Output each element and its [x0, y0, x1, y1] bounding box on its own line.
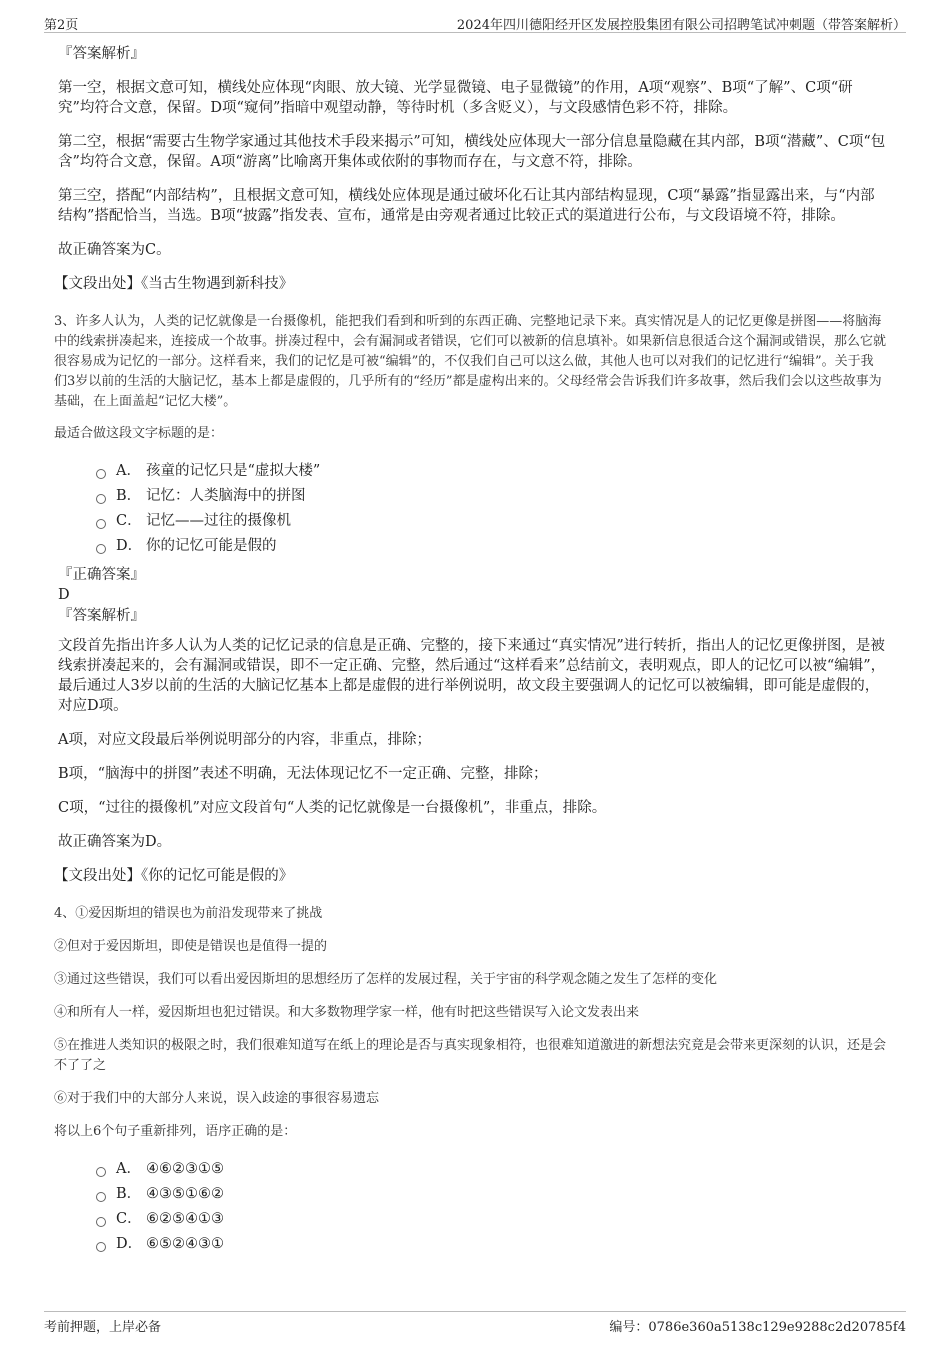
question-4-sentence: ⑤在推进人类知识的极限之时，我们很难知道写在纸上的理论是否与真实现象相符，也很难知道激进的新想法究竟是会带来更深刻的认识，还是会不了了之	[54, 1038, 887, 1073]
analysis-paragraph: 第一空，根据文意可知，横线处应体现“肉眼、放大镜、光学显微镜、电子显微镜”的作用，A项“观察”、B项“了解”、C项“研究”均符合文意，保留。D项“窥伺”指暗中观望动静，等待时机（多含贬义），与文段感情色彩不符，排除。	[58, 80, 853, 116]
analysis-label: 『答案解析』	[58, 608, 145, 624]
page-footer	[44, 1311, 906, 1334]
analysis-paragraph: C项，“过往的摄像机”对应文段首句“人类的记忆就像是一台摄像机”，非重点，排除。	[58, 800, 607, 816]
source-citation: 【文段出处】《你的记忆可能是假的》	[54, 868, 294, 884]
option-c[interactable]: C． ⑥②⑤④①③	[96, 1206, 886, 1231]
analysis-paragraph: B项，“脑海中的拼图”表述不明确，无法体现记忆不一定正确、完整，排除；	[58, 766, 548, 782]
question-3-prompt: 最适合做这段文字标题的是：	[54, 426, 224, 441]
option-text: 孩童的记忆只是“虚拟大楼”	[146, 462, 321, 479]
option-text: 你的记忆可能是假的	[146, 537, 277, 554]
option-a[interactable]: A． 孩童的记忆只是“虚拟大楼”	[96, 458, 886, 483]
source-citation: 【文段出处】《当古生物遇到新科技》	[54, 276, 294, 292]
analysis-paragraph: 第三空，搭配“内部结构”，且根据文意可知，横线处应体现是通过破坏化石让其内部结构显现，C项“暴露”指显露出来，与“内部结构”搭配恰当，当选。B项“披露”指发表、宣布，通常是由旁观者通过比较正式的渠道进行公布，与文段语境不符，排除。	[58, 188, 875, 224]
correct-answer-label: 『正确答案』	[58, 567, 145, 583]
question-3-options	[96, 458, 886, 558]
option-d[interactable]: D． 你的记忆可能是假的	[96, 533, 886, 558]
radio-icon[interactable]	[96, 469, 106, 479]
option-text: 记忆：人类脑海中的拼图	[146, 487, 306, 504]
analysis-paragraph: 故正确答案为D。	[58, 834, 172, 850]
analysis-label: 『答案解析』	[58, 46, 145, 62]
radio-icon[interactable]	[96, 1242, 106, 1252]
page-number: 第2页	[44, 18, 79, 33]
document-title: 2024年四川德阳经开区发展控股集团有限公司招聘笔试冲刺题（带答案解析）	[456, 18, 906, 33]
option-b[interactable]: B． 记忆：人类脑海中的拼图	[96, 483, 886, 508]
analysis-paragraph: 文段首先指出许多人认为人类的记忆记录的信息是正确、完整的，接下来通过“真实情况”进行转折，指出人的记忆更像拼图，是被线索拼凑起来的，会有漏洞或错误，即不一定正确、完整，然后通过“这样看来”总结前文，表明观点，即人的记忆可以被“编辑”，最后通过人3岁以前的生活的大脑记忆基本上都是虚假的进行举例说明，故文段主要强调人的记忆可以被编辑，即可能是虚假的，对应D项。	[58, 638, 886, 714]
option-a[interactable]: A． ④⑥②③①⑤	[96, 1156, 886, 1181]
question-3-text: 3、许多人认为，人类的记忆就像是一台摄像机，能把我们看到和听到的东西正确、完整地记录下来。真实情况是人的记忆更像是拼图——将脑海中的线索拼凑起来，连接成一个故事。拼凑过程中，会有漏洞或者错误，它们可以被新的信息填补。如果新信息很适合这个漏洞或错误，那么它就很容易成为记忆的一部分。这样看来，我们的记忆是可被“编辑”的，不仅我们自己可以这么做，其他人也可以对我们的记忆进行“编辑”。关于我们3岁以前的生活的大脑记忆，基本上都是虚假的，几乎所有的“经历”都是虚构出来的。父母经常会告诉我们许多故事，然后我们会以这些故事为基础，在上面盖起“记忆大楼”。	[54, 314, 887, 409]
question-4-sentence: ④和所有人一样，爱因斯坦也犯过错误。和大多数物理学家一样，他有时把这些错误写入论文发表出来	[54, 1005, 640, 1020]
analysis-paragraph: 第二空，根据“需要古生物学家通过其他技术手段来揭示”可知，横线处应体现大一部分信息量隐藏在其内部，B项“潜藏”、C项“包含”均符合文意，保留。A项“游离”比喻离开集体或依附的事物而存在，与文意不符，排除。	[58, 134, 886, 170]
radio-icon[interactable]	[96, 1217, 106, 1227]
option-text: ⑥②⑤④①③	[146, 1210, 224, 1227]
question-4-sentence: ③通过这些错误，我们可以看出爱因斯坦的思想经历了怎样的发展过程，关于宇宙的科学观念随之发生了怎样的变化	[54, 972, 718, 987]
correct-answer: D	[58, 587, 70, 603]
option-text: ⑥⑤②④③①	[146, 1235, 224, 1252]
question-4-options	[96, 1156, 886, 1256]
option-text: ④⑥②③①⑤	[146, 1160, 224, 1177]
page-header	[44, 12, 906, 33]
radio-icon[interactable]	[96, 1192, 106, 1202]
option-c[interactable]: C． 记忆——过往的摄像机	[96, 508, 886, 533]
question-4-sentence: ⑥对于我们中的大部分人来说，误入歧途的事很容易遗忘	[54, 1091, 380, 1106]
question-4-prompt: 将以上6个句子重新排列，语序正确的是：	[54, 1124, 297, 1139]
analysis-paragraph: A项，对应文段最后举例说明部分的内容，非重点，排除；	[58, 732, 431, 748]
footer-slogan: 考前押题，上岸必备	[44, 1320, 162, 1335]
radio-icon[interactable]	[96, 494, 106, 504]
option-d[interactable]: D． ⑥⑤②④③①	[96, 1231, 886, 1256]
document-id: 编号：0786e360a5138c129e9288c2d20785f4	[609, 1320, 906, 1335]
option-b[interactable]: B． ④③⑤①⑥②	[96, 1181, 886, 1206]
page-content	[56, 44, 886, 1264]
question-4-sentence: ②但对于爱因斯坦，即使是错误也是值得一提的	[54, 939, 328, 954]
radio-icon[interactable]	[96, 544, 106, 554]
option-text: ④③⑤①⑥②	[146, 1185, 224, 1202]
question-4-sentence: 4、①爱因斯坦的错误也为前沿发现带来了挑战	[54, 906, 323, 921]
option-text: 记忆——过往的摄像机	[146, 512, 291, 529]
radio-icon[interactable]	[96, 1167, 106, 1177]
analysis-paragraph: 故正确答案为C。	[58, 242, 171, 258]
radio-icon[interactable]	[96, 519, 106, 529]
